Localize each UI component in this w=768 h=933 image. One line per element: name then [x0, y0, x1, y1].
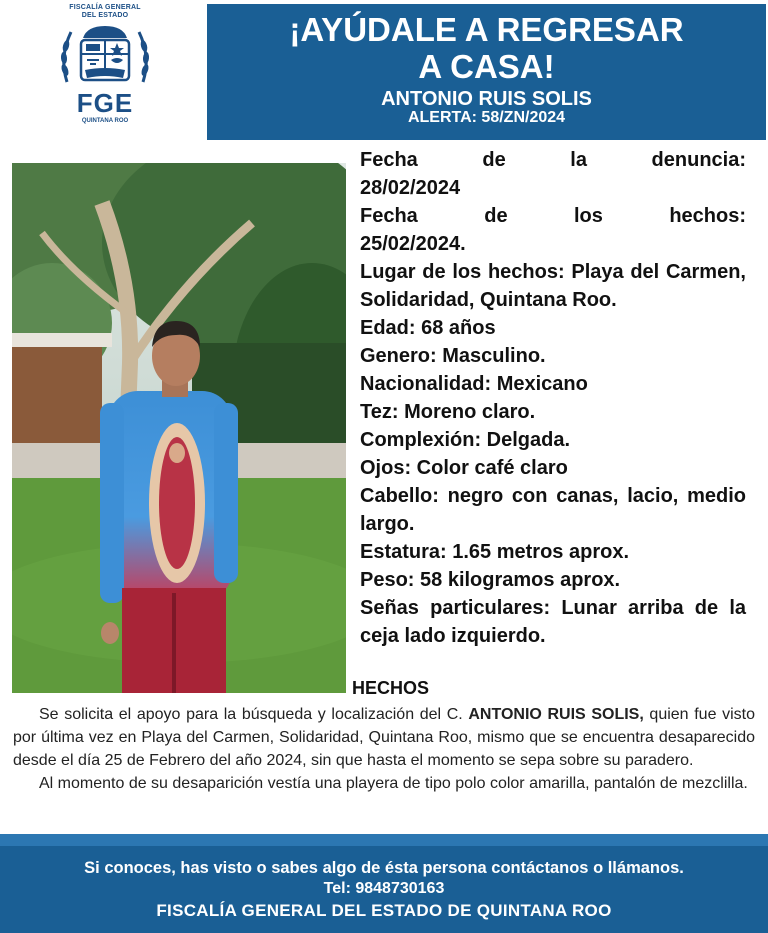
detail-location: Lugar de los hechos: Playa del Carmen, Solidaridad, Quintana Roo.	[360, 261, 746, 311]
detail-incident-date-value: 25/02/2024.	[360, 233, 466, 255]
missing-person-name: ANTONIO RUIS SOLIS	[381, 88, 592, 110]
detail-complaint-date-value: 28/02/2024	[360, 177, 461, 199]
narrative-paragraph-2: Al momento de su desaparición vestía una playera de tipo polo color amarilla, pantalón de mezclilla.	[39, 775, 748, 792]
missing-person-photo	[12, 163, 346, 693]
narrative-p1-intro: Se solicita el apoyo para la búsqueda y localización del C.	[39, 706, 469, 723]
narrative-p1-name: ANTONIO RUIS SOLIS,	[468, 706, 644, 723]
detail-build: Complexión: Delgada.	[360, 429, 571, 451]
logo-state: QUINTANA ROO	[81, 118, 129, 124]
headline-line2: A CASA!	[418, 48, 555, 85]
footer-agency: FISCALÍA GENERAL DEL ESTADO DE QUINTANA ROO	[156, 901, 612, 920]
coat-of-arms-icon	[57, 22, 153, 92]
detail-complaint-date-label: Fecha de la denuncia:	[360, 149, 746, 171]
detail-nationality: Nacionalidad: Mexicano	[360, 373, 588, 395]
fge-logo	[40, 4, 170, 154]
detail-height: Estatura: 1.65 metros aprox.	[360, 541, 629, 563]
detail-weight: Peso: 58 kilogramos aprox.	[360, 569, 621, 591]
detail-eyes: Ojos: Color café claro	[360, 457, 568, 479]
narrative-p1-rest: quien fue visto por última vez en Playa del Carmen, Solidaridad, Quintana Roo, mismo que se encuentra desaparecido desde el día 25 de Febrero del año 2024, sin que hasta el momento se sepa sobre su paradero.	[13, 706, 755, 769]
detail-complexion: Tez: Moreno claro.	[360, 401, 536, 423]
header-banner	[207, 4, 766, 140]
narrative-paragraph-1	[13, 703, 755, 772]
detail-age: Edad: 68 años	[360, 317, 496, 339]
footer-call-to-action: Si conoces, has visto o sabes algo de ésta persona contáctanos o llámanos.	[84, 859, 684, 877]
footer-phone[interactable]: Tel: 9848730163	[323, 880, 445, 897]
detail-hair: Cabello: negro con canas, lacio, medio largo.	[360, 485, 746, 535]
detail-incident-date-label: Fecha de los hechos:	[360, 205, 746, 227]
alert-number: ALERTA: 58/ZN/2024	[407, 109, 566, 126]
detail-gender: Genero: Masculino.	[360, 345, 546, 367]
contact-footer	[0, 834, 768, 933]
logo-acronym: FGE	[76, 88, 134, 118]
hechos-narrative	[13, 703, 755, 795]
headline-line1: ¡AYÚDALE A REGRESAR	[289, 11, 684, 48]
footer-stripe	[0, 834, 768, 846]
logo-top-line2: DEL ESTADO	[81, 12, 129, 19]
person-details	[360, 146, 746, 650]
detail-distinguishing-marks: Señas particulares: Lunar arriba de la ceja lado izquierdo.	[360, 597, 746, 647]
hechos-heading: HECHOS	[352, 678, 430, 698]
logo-top-line1: FISCALÍA GENERAL	[69, 4, 141, 11]
